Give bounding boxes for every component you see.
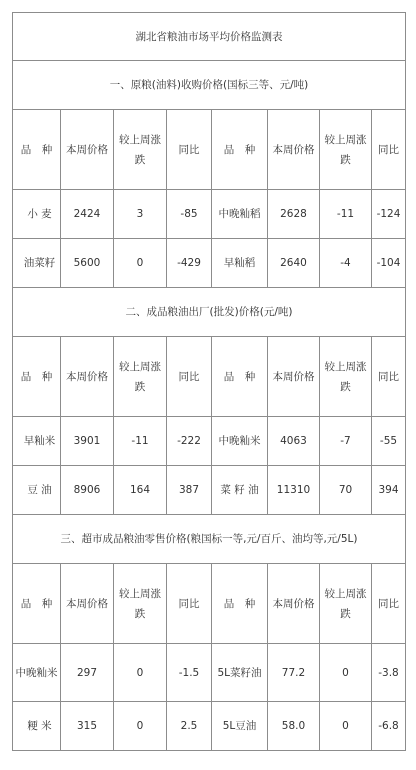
table-row xyxy=(13,644,406,702)
price-cell: 11310 xyxy=(268,466,320,515)
yoy-cell: 394 xyxy=(372,466,406,515)
header-this-week: 本周价格 xyxy=(61,564,114,644)
header-this-week: 本周价格 xyxy=(61,110,114,190)
yoy-cell: -429 xyxy=(167,239,212,288)
price-cell: 2424 xyxy=(61,190,114,239)
header-vs-last-week: 较上周涨跌 xyxy=(320,337,372,417)
change-cell: 0 xyxy=(320,702,372,751)
change-cell: 70 xyxy=(320,466,372,515)
variety-cell: 豆 油 xyxy=(13,466,61,515)
variety-cell: 早籼稻 xyxy=(212,239,268,288)
price-cell: 8906 xyxy=(61,466,114,515)
change-cell: 3 xyxy=(114,190,167,239)
yoy-cell: -6.8 xyxy=(372,702,406,751)
header-yoy: 同比 xyxy=(167,110,212,190)
header-vs-last-week: 较上周涨跌 xyxy=(320,110,372,190)
variety-cell: 中晚籼米 xyxy=(13,644,61,702)
header-yoy: 同比 xyxy=(372,564,406,644)
change-cell: 164 xyxy=(114,466,167,515)
yoy-cell: -104 xyxy=(372,239,406,288)
header-yoy: 同比 xyxy=(167,564,212,644)
yoy-cell: -85 xyxy=(167,190,212,239)
variety-cell: 小 麦 xyxy=(13,190,61,239)
section-heading: 一、原粮(油料)收购价格(国标三等、元/吨) xyxy=(13,61,406,110)
header-this-week: 本周价格 xyxy=(61,337,114,417)
header-yoy: 同比 xyxy=(372,110,406,190)
header-yoy: 同比 xyxy=(167,337,212,417)
header-vs-last-week: 较上周涨跌 xyxy=(114,110,167,190)
price-cell: 315 xyxy=(61,702,114,751)
change-cell: 0 xyxy=(114,702,167,751)
header-variety: 品 种 xyxy=(212,337,268,417)
price-monitoring-table xyxy=(12,12,406,751)
variety-cell: 5L豆油 xyxy=(212,702,268,751)
header-variety: 品 种 xyxy=(13,337,61,417)
variety-cell: 中晚籼稻 xyxy=(212,190,268,239)
header-vs-last-week: 较上周涨跌 xyxy=(114,337,167,417)
yoy-cell: 2.5 xyxy=(167,702,212,751)
section-heading: 二、成品粮油出厂(批发)价格(元/吨) xyxy=(13,288,406,337)
change-cell: -7 xyxy=(320,417,372,466)
variety-cell: 油菜籽 xyxy=(13,239,61,288)
price-cell: 5600 xyxy=(61,239,114,288)
price-cell: 58.0 xyxy=(268,702,320,751)
yoy-cell: -55 xyxy=(372,417,406,466)
variety-cell: 早籼米 xyxy=(13,417,61,466)
table-row xyxy=(13,417,406,466)
table-row xyxy=(13,466,406,515)
header-variety: 品 种 xyxy=(212,564,268,644)
header-vs-last-week: 较上周涨跌 xyxy=(320,564,372,644)
yoy-cell: -3.8 xyxy=(372,644,406,702)
header-variety: 品 种 xyxy=(212,110,268,190)
header-this-week: 本周价格 xyxy=(268,564,320,644)
variety-cell: 中晚籼米 xyxy=(212,417,268,466)
header-this-week: 本周价格 xyxy=(268,110,320,190)
price-cell: 4063 xyxy=(268,417,320,466)
price-cell: 2640 xyxy=(268,239,320,288)
table-title: 湖北省粮油市场平均价格监测表 xyxy=(13,13,406,61)
variety-cell: 粳 米 xyxy=(13,702,61,751)
table-row xyxy=(13,239,406,288)
price-cell: 77.2 xyxy=(268,644,320,702)
header-yoy: 同比 xyxy=(372,337,406,417)
yoy-cell: -1.5 xyxy=(167,644,212,702)
yoy-cell: 387 xyxy=(167,466,212,515)
yoy-cell: -222 xyxy=(167,417,212,466)
change-cell: 0 xyxy=(320,644,372,702)
price-cell: 2628 xyxy=(268,190,320,239)
change-cell: -11 xyxy=(320,190,372,239)
header-variety: 品 种 xyxy=(13,564,61,644)
section-heading: 三、超市成品粮油零售价格(粮国标一等,元/百斤、油均等,元/5L) xyxy=(13,515,406,564)
change-cell: 0 xyxy=(114,644,167,702)
variety-cell: 菜 籽 油 xyxy=(212,466,268,515)
header-variety: 品 种 xyxy=(13,110,61,190)
header-vs-last-week: 较上周涨跌 xyxy=(114,564,167,644)
price-cell: 297 xyxy=(61,644,114,702)
table-row xyxy=(13,702,406,751)
yoy-cell: -124 xyxy=(372,190,406,239)
change-cell: -4 xyxy=(320,239,372,288)
change-cell: 0 xyxy=(114,239,167,288)
price-cell: 3901 xyxy=(61,417,114,466)
header-this-week: 本周价格 xyxy=(268,337,320,417)
variety-cell: 5L菜籽油 xyxy=(212,644,268,702)
table-row xyxy=(13,190,406,239)
change-cell: -11 xyxy=(114,417,167,466)
